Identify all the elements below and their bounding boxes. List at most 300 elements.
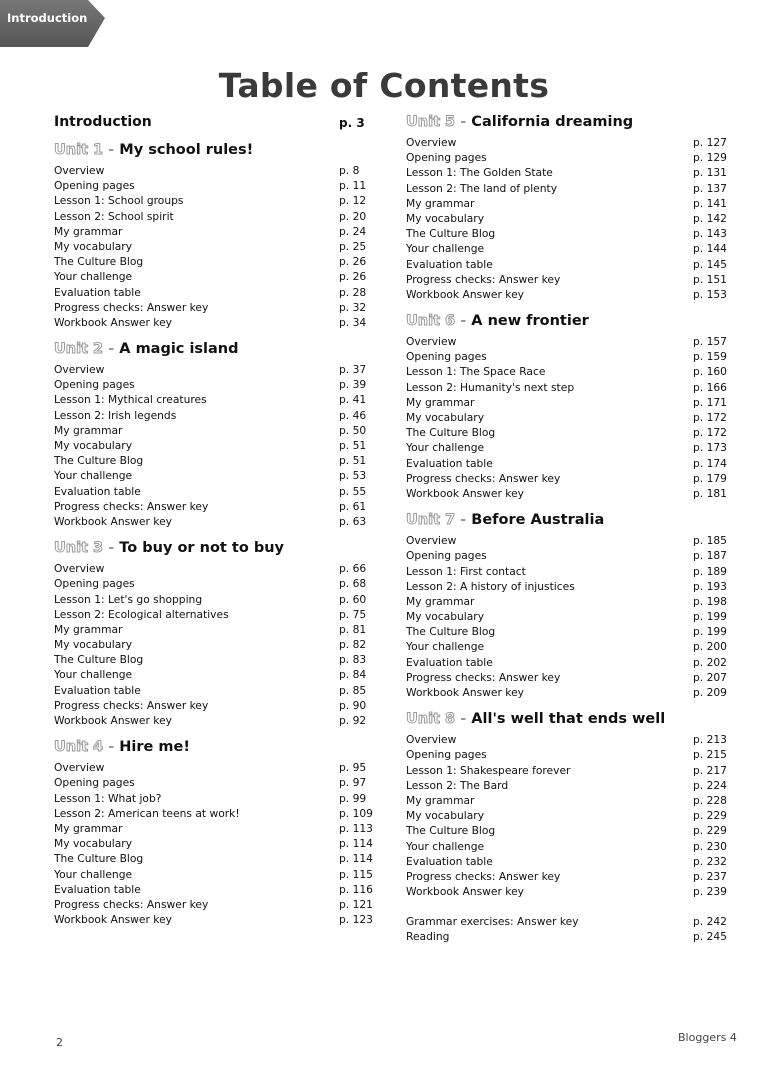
toc-entry[interactable]	[406, 625, 736, 640]
toc-entry-page: p. 207	[693, 670, 727, 684]
toc-entry-page: p. 172	[693, 411, 727, 424]
toc-entry-page: p. 8	[339, 164, 360, 177]
toc-entry-label: The Culture Blog	[54, 653, 144, 667]
toc-entry-label: Evaluation table	[406, 655, 493, 669]
toc-entry-page: p. 26	[339, 270, 367, 284]
toc-entry[interactable]	[406, 671, 736, 686]
toc-column-left	[54, 114, 374, 934]
toc-entry[interactable]	[406, 764, 736, 779]
toc-entry[interactable]	[406, 472, 736, 487]
unit-title: My school rules!	[119, 142, 254, 158]
toc-entry-label: Workbook Answer key	[406, 287, 524, 301]
toc-entry[interactable]	[54, 761, 374, 776]
toc-entry-label: Evaluation table	[406, 854, 493, 868]
toc-entry-page: p. 114	[339, 852, 373, 866]
toc-entry-page: p. 51	[339, 454, 367, 468]
toc-entry[interactable]	[406, 565, 736, 580]
toc-entry[interactable]	[406, 457, 736, 472]
unit-number: Unit 8	[406, 711, 456, 728]
toc-entry-page: p. 198	[693, 594, 727, 608]
book-title: Bloggers 4	[678, 1031, 737, 1044]
toc-entry-page: p. 12	[339, 194, 367, 208]
toc-entry-label: Your challenge	[54, 867, 133, 881]
unit-heading[interactable]	[406, 313, 736, 335]
toc-entry-page: p. 127	[693, 136, 727, 149]
toc-entry-page: p. 174	[693, 456, 727, 470]
toc-entry-label: Grammar exercises: Answer key	[406, 915, 579, 929]
unit-separator: -	[108, 341, 115, 358]
toc-entry-page: p. 60	[339, 592, 367, 606]
toc-entry-page: p. 151	[693, 272, 727, 286]
toc-entry-page: p. 242	[693, 915, 727, 929]
toc-entry[interactable]	[54, 378, 374, 393]
toc-entry[interactable]	[406, 197, 736, 212]
toc-entry-label: Lesson 1: Let's go shopping	[54, 592, 203, 606]
toc-entry[interactable]	[54, 500, 374, 515]
toc-entry-label: My grammar	[406, 594, 475, 608]
toc-entry-label: Workbook Answer key	[406, 686, 524, 699]
toc-entry-page: p. 83	[339, 653, 367, 667]
toc-entry[interactable]	[406, 610, 736, 625]
unit-heading[interactable]	[406, 711, 736, 733]
unit-title: To buy or not to buy	[119, 540, 284, 557]
unit-heading[interactable]	[54, 142, 374, 164]
toc-entry-label: My grammar	[54, 423, 123, 437]
toc-entry-label: Workbook Answer key	[54, 315, 172, 329]
toc-entry[interactable]	[406, 151, 736, 166]
toc-entry-page: p. 185	[693, 534, 727, 548]
toc-entry-label: Evaluation table	[406, 257, 493, 271]
toc-entry[interactable]	[54, 439, 374, 454]
toc-entry-page: p. 25	[339, 239, 367, 253]
toc-entry-page: p. 95	[339, 761, 367, 775]
toc-entry-page: p. 200	[693, 640, 727, 654]
section-tab-label: Introduction	[7, 11, 88, 25]
toc-entry-label: Lesson 1: First contact	[406, 564, 526, 578]
toc-entry-label: Evaluation table	[54, 882, 141, 896]
toc-entry-label: Lesson 2: Humanity's next step	[406, 380, 575, 394]
toc-entry-page: p. 193	[693, 579, 727, 593]
toc-entry-page: p. 61	[339, 499, 367, 513]
toc-entry-label: My vocabulary	[54, 638, 133, 652]
toc-entry[interactable]	[54, 179, 374, 194]
unit-heading[interactable]	[54, 739, 374, 761]
toc-entry[interactable]	[406, 411, 736, 426]
toc-entry-label: Your challenge	[406, 242, 485, 256]
toc-entry-label: Your challenge	[54, 270, 133, 284]
toc-entry-label: My vocabulary	[406, 211, 485, 225]
toc-entry-label: Lesson 2: The Bard	[406, 778, 509, 792]
toc-entry-page: p. 199	[693, 625, 727, 639]
toc-entry-label: My vocabulary	[406, 610, 485, 624]
toc-entry[interactable]	[406, 426, 736, 441]
toc-entry[interactable]	[54, 699, 374, 714]
toc-entry-label: My grammar	[406, 196, 475, 210]
toc-entry-page: p. 68	[339, 577, 367, 591]
toc-entry[interactable]	[54, 270, 374, 285]
page-title: Table of Contents	[218, 66, 550, 105]
toc-entry-label: Opening pages	[54, 179, 135, 193]
toc-entry-page: p. 209	[693, 686, 727, 699]
toc-entry[interactable]	[406, 930, 736, 945]
toc-entry-page: p. 113	[339, 821, 373, 835]
toc-entry[interactable]	[406, 885, 736, 900]
unit-title: California dreaming	[471, 114, 634, 130]
toc-entry-label: My vocabulary	[406, 411, 485, 424]
toc-entry-label: Lesson 2: Ecological alternatives	[54, 607, 229, 621]
toc-entry[interactable]	[406, 870, 736, 885]
toc-entry-label: Evaluation table	[406, 456, 493, 470]
toc-entry-label: Workbook Answer key	[54, 913, 172, 927]
toc-entry[interactable]	[54, 194, 374, 209]
unit-separator: -	[460, 114, 467, 130]
toc-entry[interactable]	[406, 350, 736, 365]
toc-entry-page: p. 199	[693, 610, 727, 624]
toc-entry-page: p. 41	[339, 393, 367, 407]
toc-entry[interactable]	[406, 733, 736, 748]
toc-entry-page: p. 50	[339, 423, 367, 437]
toc-entry-page: p. 159	[693, 350, 727, 364]
toc-entry[interactable]	[406, 182, 736, 197]
toc-entry-label: Lesson 2: American teens at work!	[54, 806, 240, 820]
toc-entry-label: Lesson 2: Irish legends	[54, 408, 177, 422]
toc-entry-label: Your challenge	[406, 441, 485, 455]
toc-entry[interactable]	[54, 776, 374, 791]
toc-entry-label: Lesson 1: Shakespeare forever	[406, 763, 571, 777]
toc-entry[interactable]	[54, 577, 374, 592]
toc-entry[interactable]	[406, 595, 736, 610]
toc-entry-label: Workbook Answer key	[54, 714, 172, 727]
toc-entry[interactable]	[54, 638, 374, 653]
toc-entry-label: My grammar	[54, 224, 123, 238]
toc-entry[interactable]	[406, 656, 736, 671]
toc-entry-page: p. 232	[693, 854, 727, 868]
toc-entry[interactable]	[406, 396, 736, 411]
toc-entry[interactable]	[54, 164, 374, 179]
toc-entry-label: Lesson 1: Mythical creatures	[54, 393, 207, 407]
toc-entry-page: p. 109	[339, 806, 373, 820]
toc-entry-page: p. 75	[339, 607, 367, 621]
toc-entry-page: p. 85	[339, 683, 367, 697]
toc-entry-page: p. 245	[693, 930, 727, 944]
toc-entry-label: My grammar	[54, 622, 123, 636]
unit-heading[interactable]	[406, 114, 736, 136]
toc-entry-page: p. 237	[693, 869, 727, 883]
toc-entry-label: Your challenge	[406, 839, 485, 853]
toc-entry[interactable]	[54, 485, 374, 500]
toc-entry-label: Opening pages	[54, 378, 135, 392]
toc-entry-label: Progress checks: Answer key	[54, 698, 209, 712]
toc-entry-page: p. 51	[339, 439, 367, 452]
toc-entry-label: Evaluation table	[54, 285, 141, 299]
toc-entry[interactable]	[406, 242, 736, 257]
toc-entry-page: p. 131	[693, 166, 727, 180]
toc-entry-page: p. 141	[693, 196, 727, 210]
toc-extras	[406, 915, 736, 945]
unit-separator: -	[108, 142, 115, 158]
toc-entry[interactable]	[406, 136, 736, 151]
toc-entry[interactable]	[54, 623, 374, 638]
toc-entry-label: Lesson 1: The Golden State	[406, 166, 553, 180]
toc-entry[interactable]	[54, 792, 374, 807]
toc-entry-page: p. 144	[693, 242, 727, 256]
toc-entry-label: Opening pages	[406, 549, 487, 563]
toc-entry-page: p. 187	[693, 549, 727, 563]
toc-entry-label: Overview	[54, 562, 105, 576]
toc-entry-label: Progress checks: Answer key	[406, 272, 561, 286]
toc-entry[interactable]	[54, 454, 374, 469]
toc-entry[interactable]	[54, 898, 374, 913]
toc-entry-page: p. 99	[339, 791, 367, 805]
toc-entry[interactable]	[406, 227, 736, 242]
toc-entry-label: Overview	[406, 733, 457, 747]
toc-entry[interactable]	[54, 668, 374, 683]
toc-entry-page: p. 82	[339, 638, 367, 652]
toc-entry-page: p. 166	[693, 380, 727, 394]
toc-entry-page: p. 230	[693, 839, 727, 853]
toc-entry[interactable]	[406, 779, 736, 794]
toc-entry-page: p. 114	[339, 837, 373, 851]
unit-title: A new frontier	[471, 313, 589, 330]
toc-entry-page: p. 116	[339, 882, 373, 896]
toc-entry[interactable]	[54, 316, 374, 331]
toc-entry-page: p. 143	[693, 227, 727, 241]
unit-number: Unit 6	[406, 313, 456, 330]
toc-entry-label: My grammar	[406, 395, 475, 409]
toc-entry-page: p. 92	[339, 714, 367, 727]
toc-entry-page: p. 224	[693, 778, 727, 792]
toc-entry-label: Your challenge	[54, 668, 133, 682]
toc-entry-page: p. 123	[339, 913, 373, 927]
toc-entry-page: p. 55	[339, 484, 367, 498]
toc-entry-label: Progress checks: Answer key	[54, 499, 209, 513]
toc-entry-page: p. 37	[339, 363, 367, 377]
toc-entry-label: Progress checks: Answer key	[406, 471, 561, 485]
toc-entry[interactable]	[406, 365, 736, 380]
toc-entry[interactable]	[54, 822, 374, 837]
unit-number: Unit 4	[54, 739, 104, 756]
toc-entry-page: p. 26	[339, 255, 367, 269]
toc-entry-label: Overview	[54, 363, 105, 377]
toc-entry-label: Progress checks: Answer key	[54, 300, 209, 314]
toc-entry[interactable]	[406, 288, 736, 303]
toc-intro-entry[interactable]	[54, 114, 374, 138]
toc-units-left	[54, 142, 374, 934]
toc-entry-page: p. 32	[339, 300, 367, 314]
toc-entry-page: p. 229	[693, 824, 727, 838]
toc-entry[interactable]	[406, 534, 736, 549]
toc-entry[interactable]	[54, 684, 374, 699]
toc-entry-label: My grammar	[406, 793, 475, 807]
toc-entry[interactable]	[54, 515, 374, 530]
toc-units-right	[406, 114, 736, 906]
toc-entry-label: Lesson 1: School groups	[54, 194, 184, 208]
unit-number: Unit 5	[406, 114, 456, 130]
toc-entry-label: Your challenge	[54, 469, 133, 483]
toc-entry-page: p. 137	[693, 181, 727, 195]
toc-entry[interactable]	[54, 225, 374, 240]
toc-entry-page: p. 153	[693, 287, 727, 301]
toc-entry[interactable]	[54, 363, 374, 378]
toc-entry-page: p. 215	[693, 748, 727, 762]
toc-entry[interactable]	[54, 286, 374, 301]
toc-entry[interactable]	[406, 580, 736, 595]
toc-entry[interactable]	[54, 393, 374, 408]
unit-number: Unit 2	[54, 341, 104, 358]
toc-entry-label: Opening pages	[54, 776, 135, 790]
toc-entry[interactable]	[406, 487, 736, 502]
toc-entry-page: p. 66	[339, 562, 367, 576]
unit-number: Unit 3	[54, 540, 104, 557]
unit-separator: -	[108, 540, 115, 557]
toc-entry-page: p. 189	[693, 564, 727, 578]
toc-entry-page: p. 229	[693, 809, 727, 823]
toc-entry-page: p. 145	[693, 257, 727, 271]
toc-entry[interactable]	[54, 913, 374, 928]
unit-number: Unit 1	[54, 142, 104, 158]
toc-entry-page: p. 11	[339, 179, 367, 193]
toc-entry-page: p. 121	[339, 897, 373, 911]
toc-entry-page: p. 239	[693, 885, 727, 899]
toc-entry-page: p. 84	[339, 668, 367, 682]
toc-entry[interactable]	[54, 852, 374, 867]
toc-entry-label: Your challenge	[406, 640, 485, 654]
toc-entry-label: Workbook Answer key	[54, 514, 172, 528]
toc-entry[interactable]	[406, 212, 736, 227]
toc-entry-label: Lesson 2: A history of injustices	[406, 579, 575, 593]
toc-entry-page: p. 24	[339, 224, 367, 238]
toc-entry[interactable]	[54, 409, 374, 424]
toc-entry-label: The Culture Blog	[406, 227, 496, 241]
toc-entry[interactable]	[406, 273, 736, 288]
toc-entry[interactable]	[54, 210, 374, 225]
toc-entry-label: Evaluation table	[54, 683, 141, 697]
toc-entry[interactable]	[54, 837, 374, 852]
toc-entry[interactable]	[406, 748, 736, 763]
toc-entry-page: p. 157	[693, 335, 727, 349]
unit-heading[interactable]	[54, 540, 374, 562]
toc-column-right	[406, 110, 736, 946]
toc-entry-page: p. 20	[339, 209, 367, 223]
toc-entry-page: p. 28	[339, 285, 367, 299]
toc-entry-label: Progress checks: Answer key	[406, 670, 561, 684]
toc-entry-label: Overview	[406, 335, 457, 349]
toc-entry[interactable]	[54, 807, 374, 822]
toc-entry[interactable]	[54, 255, 374, 270]
toc-entry-page: p. 173	[693, 441, 727, 455]
toc-entry-label: The Culture Blog	[54, 255, 144, 269]
toc-entry-label: Opening pages	[406, 748, 487, 762]
toc-entry-label: Overview	[54, 761, 105, 775]
toc-entry-page: p. 39	[339, 378, 367, 392]
toc-intro-page: p. 3	[339, 116, 365, 130]
toc-entry-label: Lesson 1: What job?	[54, 791, 162, 805]
toc-entry[interactable]	[54, 608, 374, 623]
unit-heading[interactable]	[406, 512, 736, 534]
toc-entry-label: Evaluation table	[54, 484, 141, 498]
toc-entry-page: p. 46	[339, 408, 367, 422]
toc-entry-label: Opening pages	[406, 350, 487, 364]
unit-title: Before Australia	[471, 512, 605, 529]
toc-entry-label: Lesson 2: School spirit	[54, 209, 174, 223]
toc-entry-page: p. 171	[693, 395, 727, 409]
toc-entry[interactable]	[54, 240, 374, 255]
toc-entry-page: p. 217	[693, 763, 727, 777]
toc-entry-page: p. 34	[339, 315, 367, 329]
toc-entry[interactable]	[54, 562, 374, 577]
toc-entry[interactable]	[406, 549, 736, 564]
toc-entry-label: Lesson 1: The Space Race	[406, 365, 546, 379]
toc-entry[interactable]	[54, 883, 374, 898]
toc-entry-label: Progress checks: Answer key	[54, 897, 209, 911]
toc-entry[interactable]	[406, 640, 736, 655]
unit-title: All's well that ends well	[471, 711, 666, 728]
toc-entry[interactable]	[406, 381, 736, 396]
toc-entry[interactable]	[54, 868, 374, 883]
toc-entry[interactable]	[54, 593, 374, 608]
toc-entry[interactable]	[54, 301, 374, 316]
unit-separator: -	[460, 711, 467, 728]
toc-entry-label: My vocabulary	[54, 239, 133, 253]
toc-entry-label: Workbook Answer key	[406, 885, 524, 899]
toc-entry-page: p. 53	[339, 469, 367, 483]
unit-separator: -	[108, 739, 115, 756]
toc-entry[interactable]	[406, 441, 736, 456]
toc-entry-label: Opening pages	[406, 151, 487, 165]
toc-entry-label: Overview	[406, 136, 457, 149]
toc-entry-label: Lesson 2: The land of plenty	[406, 181, 558, 195]
toc-entry[interactable]	[54, 653, 374, 668]
toc-entry[interactable]	[406, 809, 736, 824]
toc-entry[interactable]	[54, 424, 374, 439]
toc-entry-label: The Culture Blog	[406, 824, 496, 838]
toc-entry[interactable]	[406, 824, 736, 839]
toc-entry[interactable]	[406, 686, 736, 701]
toc-entry-label: My vocabulary	[54, 439, 133, 452]
toc-entry-page: p. 129	[693, 151, 727, 165]
toc-entry-page: p. 90	[339, 698, 367, 712]
toc-entry-label: The Culture Blog	[54, 852, 144, 866]
unit-heading[interactable]	[54, 341, 374, 363]
toc-entry-label: Opening pages	[54, 577, 135, 591]
toc-entry-page: p. 213	[693, 733, 727, 747]
toc-entry[interactable]	[406, 166, 736, 181]
toc-intro-label: Introduction	[54, 114, 152, 130]
toc-entry-page: p. 81	[339, 622, 367, 636]
unit-number: Unit 7	[406, 512, 456, 529]
toc-entry[interactable]	[54, 714, 374, 729]
page-number: 2	[56, 1036, 63, 1049]
toc-entry[interactable]	[406, 855, 736, 870]
toc-entry[interactable]	[54, 469, 374, 484]
toc-entry-label: Workbook Answer key	[406, 486, 524, 500]
toc-entry-label: My grammar	[54, 821, 123, 835]
unit-title: A magic island	[119, 341, 239, 358]
toc-entry[interactable]	[406, 258, 736, 273]
toc-entry-page: p. 115	[339, 867, 373, 881]
toc-entry[interactable]	[406, 794, 736, 809]
unit-title: Hire me!	[119, 739, 190, 756]
toc-entry-label: Progress checks: Answer key	[406, 869, 561, 883]
toc-entry-page: p. 228	[693, 793, 727, 807]
toc-entry[interactable]	[406, 840, 736, 855]
toc-entry[interactable]	[406, 335, 736, 350]
toc-entry-page: p. 181	[693, 486, 727, 500]
toc-entry[interactable]	[406, 915, 736, 930]
toc-entry-label: Overview	[406, 534, 457, 548]
toc-entry-label: The Culture Blog	[406, 625, 496, 639]
toc-entry-page: p. 97	[339, 776, 367, 790]
